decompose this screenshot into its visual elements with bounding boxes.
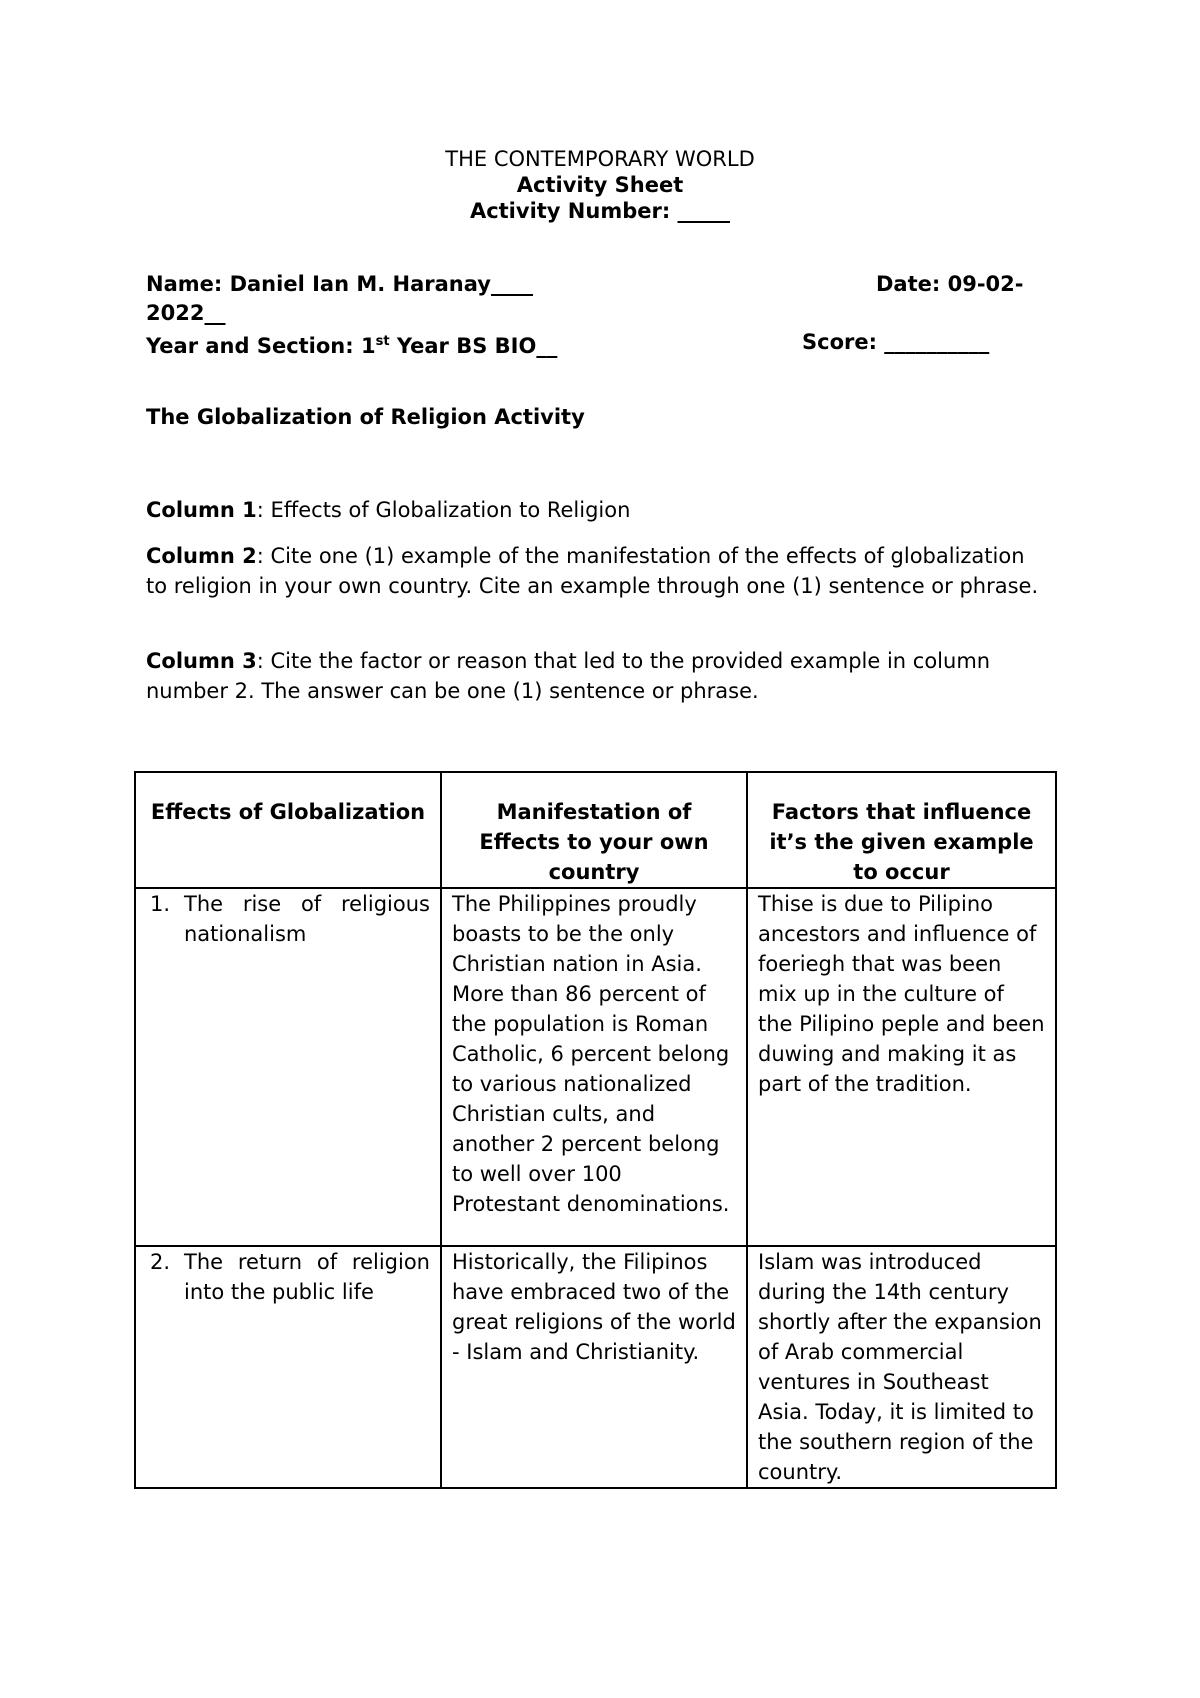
table-row (135, 1246, 1056, 1488)
instruction-text: : Effects of Globalization to Religion (256, 498, 631, 522)
item-number: 1. (150, 892, 171, 916)
instruction-label: Column 1 (146, 498, 257, 522)
instruction-column-3 (146, 646, 1046, 706)
year-section (146, 328, 557, 360)
item-number: 2. (150, 1250, 171, 1274)
factor-cell: Thise is due to Pilipino ancestors and influence of foeriegh that was been mix up in the culture of the Pilipino peple and been duwing and making it as part of the tradition. (747, 888, 1056, 1246)
effect-text: The rise of religious nationalism (184, 892, 430, 946)
effect-text: The return of religion into the public life (184, 1250, 430, 1304)
date-field: Date: 09-02- (876, 272, 1024, 296)
header-factors: Factors that influence it’s the given example to occur (747, 772, 1056, 888)
instruction-label: Column 2 (146, 544, 257, 568)
header-effects: Effects of Globalization (135, 772, 441, 888)
header-manifestation: Manifestation of Effects to your own country (441, 772, 747, 888)
activity-table (134, 771, 1057, 1489)
activity-title: The Globalization of Religion Activity (146, 405, 585, 429)
effect-cell (135, 888, 441, 1246)
student-name: Name: Daniel Ian M. Haranay____ (146, 272, 533, 296)
activity-number: Activity Number: _____ (469, 199, 731, 223)
table-row (135, 888, 1056, 1246)
instruction-column-1 (146, 495, 1046, 525)
table-header-row (135, 772, 1056, 888)
factor-cell: Islam was introduced during the 14th century shortly after the expansion of Arab commercial ventures in Southeast Asia. Today, it is limited to the southern region of the country. (747, 1246, 1056, 1488)
instruction-column-2 (146, 541, 1046, 601)
course-title: THE CONTEMPORARY WORLD (445, 147, 755, 171)
year-section-sup: st (375, 334, 390, 349)
effect-cell (135, 1246, 441, 1488)
instruction-text: : Cite one (1) example of the manifestation of the effects of globalization to religion in your own country. Cite an example through one (1) sentence or phrase. (146, 544, 1039, 598)
year-section-rest: Year BS BIO__ (389, 334, 558, 358)
manifestation-cell: The Philippines proudly boasts to be the only Christian nation in Asia. More than 86 percent of the population is Roman Catholic, 6 percent belong to various nationalized Christian cults, and another 2 percent belong to well over 100 Protestant denominations. (441, 888, 747, 1246)
date-field-continued: 2022__ (146, 301, 226, 325)
instruction-text: : Cite the factor or reason that led to the provided example in column number 2. The answer can be one (1) sentence or phrase. (146, 649, 991, 703)
sheet-title: Activity Sheet (516, 173, 684, 197)
document-header (0, 146, 1200, 224)
manifestation-cell: Historically, the Filipinos have embraced two of the great religions of the world - Islam and Christianity. (441, 1246, 747, 1488)
score-field: Score: __________ (802, 330, 990, 354)
year-section-label: Year and Section: 1 (146, 334, 376, 358)
instruction-label: Column 3 (146, 649, 257, 673)
